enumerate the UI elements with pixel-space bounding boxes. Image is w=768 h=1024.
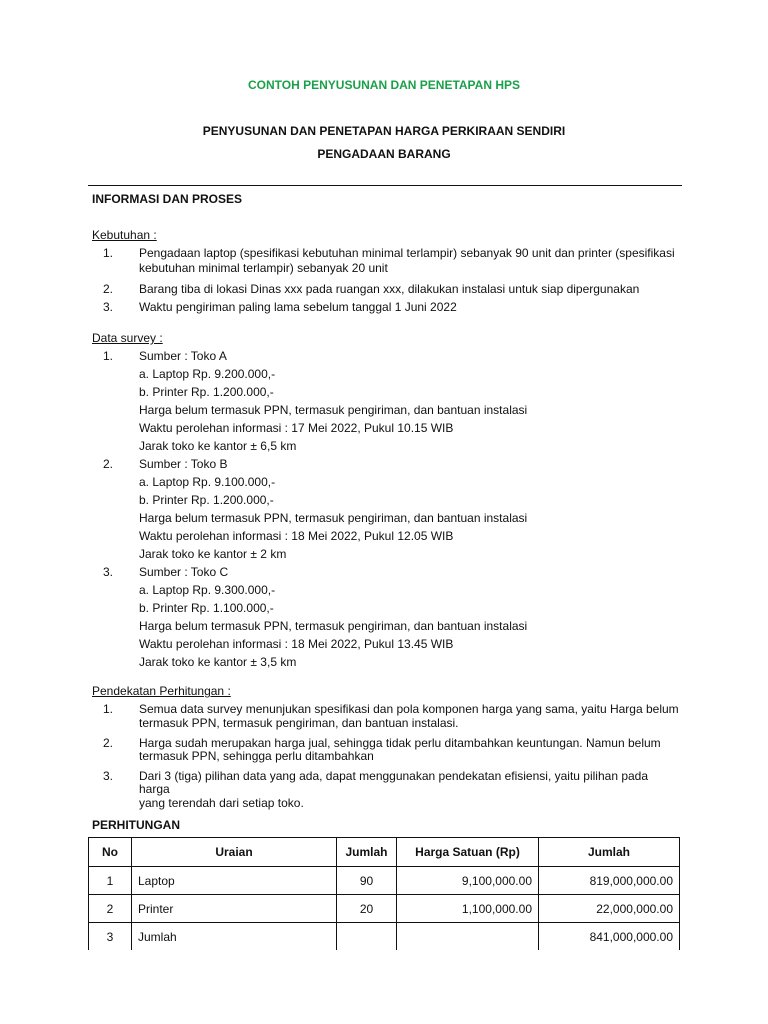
pendekatan-item: [92, 737, 682, 763]
cell-harga-satuan: 1,100,000.00: [397, 895, 539, 923]
table-header-row: [89, 838, 680, 867]
section-heading: INFORMASI DAN PROSES: [92, 192, 243, 206]
pendekatan-block: [92, 684, 682, 810]
column-header-no: No: [89, 838, 132, 867]
cell-jumlah: [337, 923, 397, 951]
cell-jumlah: 20: [337, 895, 397, 923]
cell-uraian: Jumlah: [132, 923, 337, 951]
list-text: Jarak toko ke kantor ± 3,5 km: [139, 655, 297, 669]
kebutuhan-item: [92, 283, 682, 296]
list-text: kebutuhan minimal terlampir) sebanyak 20 unit: [139, 261, 388, 275]
list-text: Sumber : Toko C: [139, 565, 229, 579]
list-text: termasuk PPN, sehingga perlu ditambahkan: [139, 749, 374, 763]
list-number: 2.: [103, 457, 114, 471]
kebutuhan-label: Kebutuhan :: [92, 228, 157, 242]
list-text: termasuk PPN, termasuk pengiriman, dan bantuan instalasi.: [139, 716, 459, 730]
list-number: 3.: [103, 769, 114, 783]
list-number: 1.: [103, 702, 114, 716]
kebutuhan-item: [92, 301, 682, 314]
survey-item: [92, 350, 682, 453]
list-text: Waktu pengiriman paling lama sebelum tanggal 1 Juni 2022: [139, 300, 457, 314]
list-text: Waktu perolehan informasi : 18 Mei 2022, Pukul 13.45 WIB: [139, 637, 454, 651]
cell-no: 2: [89, 895, 132, 923]
column-header-uraian: Uraian: [132, 838, 337, 867]
cell-uraian: Printer: [132, 895, 337, 923]
cell-total: 22,000,000.00: [539, 895, 680, 923]
perhitungan-heading: PERHITUNGAN: [92, 818, 181, 832]
document-top-title: CONTOH PENYUSUNAN DAN PENETAPAN HPS: [247, 78, 521, 92]
list-text: b. Printer Rp. 1.200.000,-: [139, 493, 274, 507]
survey-block: [92, 331, 682, 674]
cell-harga-satuan: [397, 923, 539, 951]
list-text: b. Printer Rp. 1.100.000,-: [139, 601, 274, 615]
list-text: yang terendah dari setiap toko.: [139, 796, 304, 810]
list-text: Semua data survey menunjukan spesifikasi dan pola komponen harga yang sama, yaitu Harga belum: [139, 702, 679, 716]
list-number: 3.: [103, 565, 114, 579]
list-text: Sumber : Toko A: [139, 349, 227, 363]
pendekatan-label: Pendekatan Perhitungan :: [92, 684, 231, 698]
column-header-harga-satuan: Harga Satuan (Rp): [397, 838, 539, 867]
cell-no: 3: [89, 923, 132, 951]
cell-uraian: Laptop: [132, 867, 337, 895]
table-row: [89, 895, 680, 923]
list-text: b. Printer Rp. 1.200.000,-: [139, 385, 274, 399]
column-header-jumlah: Jumlah: [337, 838, 397, 867]
cell-jumlah: 90: [337, 867, 397, 895]
cell-total: 841,000,000.00: [539, 923, 680, 951]
cell-no: 1: [89, 867, 132, 895]
list-text: Jarak toko ke kantor ± 6,5 km: [139, 439, 297, 453]
list-number: 3.: [103, 300, 114, 314]
list-text: Harga sudah merupakan harga jual, sehingga tidak perlu ditambahkan keuntungan. Namun belum: [139, 736, 661, 750]
list-number: 1.: [103, 349, 114, 363]
list-text: Sumber : Toko B: [139, 457, 228, 471]
column-header-total: Jumlah: [539, 838, 680, 867]
list-text: Harga belum termasuk PPN, termasuk pengiriman, dan bantuan instalasi: [139, 511, 528, 525]
pendekatan-item: [92, 703, 682, 730]
list-text: Dari 3 (tiga) pilihan data yang ada, dapat menggunakan pendekatan efisiensi, yaitu pilihan pada harga: [139, 769, 649, 796]
list-number: 1.: [103, 246, 114, 260]
list-text: Waktu perolehan informasi : 18 Mei 2022, Pukul 12.05 WIB: [139, 529, 454, 543]
cell-total: 819,000,000.00: [539, 867, 680, 895]
header-divider: [88, 185, 682, 186]
list-text: Harga belum termasuk PPN, termasuk pengiriman, dan bantuan instalasi: [139, 619, 528, 633]
list-text: a. Laptop Rp. 9.100.000,-: [139, 475, 276, 489]
document-main-title: PENYUSUNAN DAN PENETAPAN HARGA PERKIRAAN SENDIRI: [202, 124, 566, 138]
cell-harga-satuan: 9,100,000.00: [397, 867, 539, 895]
list-number: 2.: [103, 282, 114, 296]
perhitungan-table: [88, 837, 680, 950]
list-text: Jarak toko ke kantor ± 2 km: [139, 547, 287, 561]
document-sub-title: PENGADAAN BARANG: [317, 147, 451, 161]
list-text: a. Laptop Rp. 9.200.000,-: [139, 367, 276, 381]
table-row: [89, 923, 680, 951]
pendekatan-item: [92, 770, 682, 810]
list-text: Harga belum termasuk PPN, termasuk pengiriman, dan bantuan instalasi: [139, 403, 528, 417]
table-row: [89, 867, 680, 895]
list-text: Waktu perolehan informasi : 17 Mei 2022, Pukul 10.15 WIB: [139, 421, 454, 435]
survey-item: [92, 566, 682, 669]
list-number: 2.: [103, 736, 114, 750]
list-text: Barang tiba di lokasi Dinas xxx pada ruangan xxx, dilakukan instalasi untuk siap dipergunakan: [139, 282, 640, 296]
kebutuhan-item: [92, 247, 682, 275]
survey-label: Data survey :: [92, 331, 163, 345]
list-text: a. Laptop Rp. 9.300.000,-: [139, 583, 276, 597]
survey-item: [92, 458, 682, 561]
list-text: Pengadaan laptop (spesifikasi kebutuhan minimal terlampir) sebanyak 90 unit dan printer (spesifikasi: [139, 246, 675, 260]
kebutuhan-block: [92, 228, 682, 314]
